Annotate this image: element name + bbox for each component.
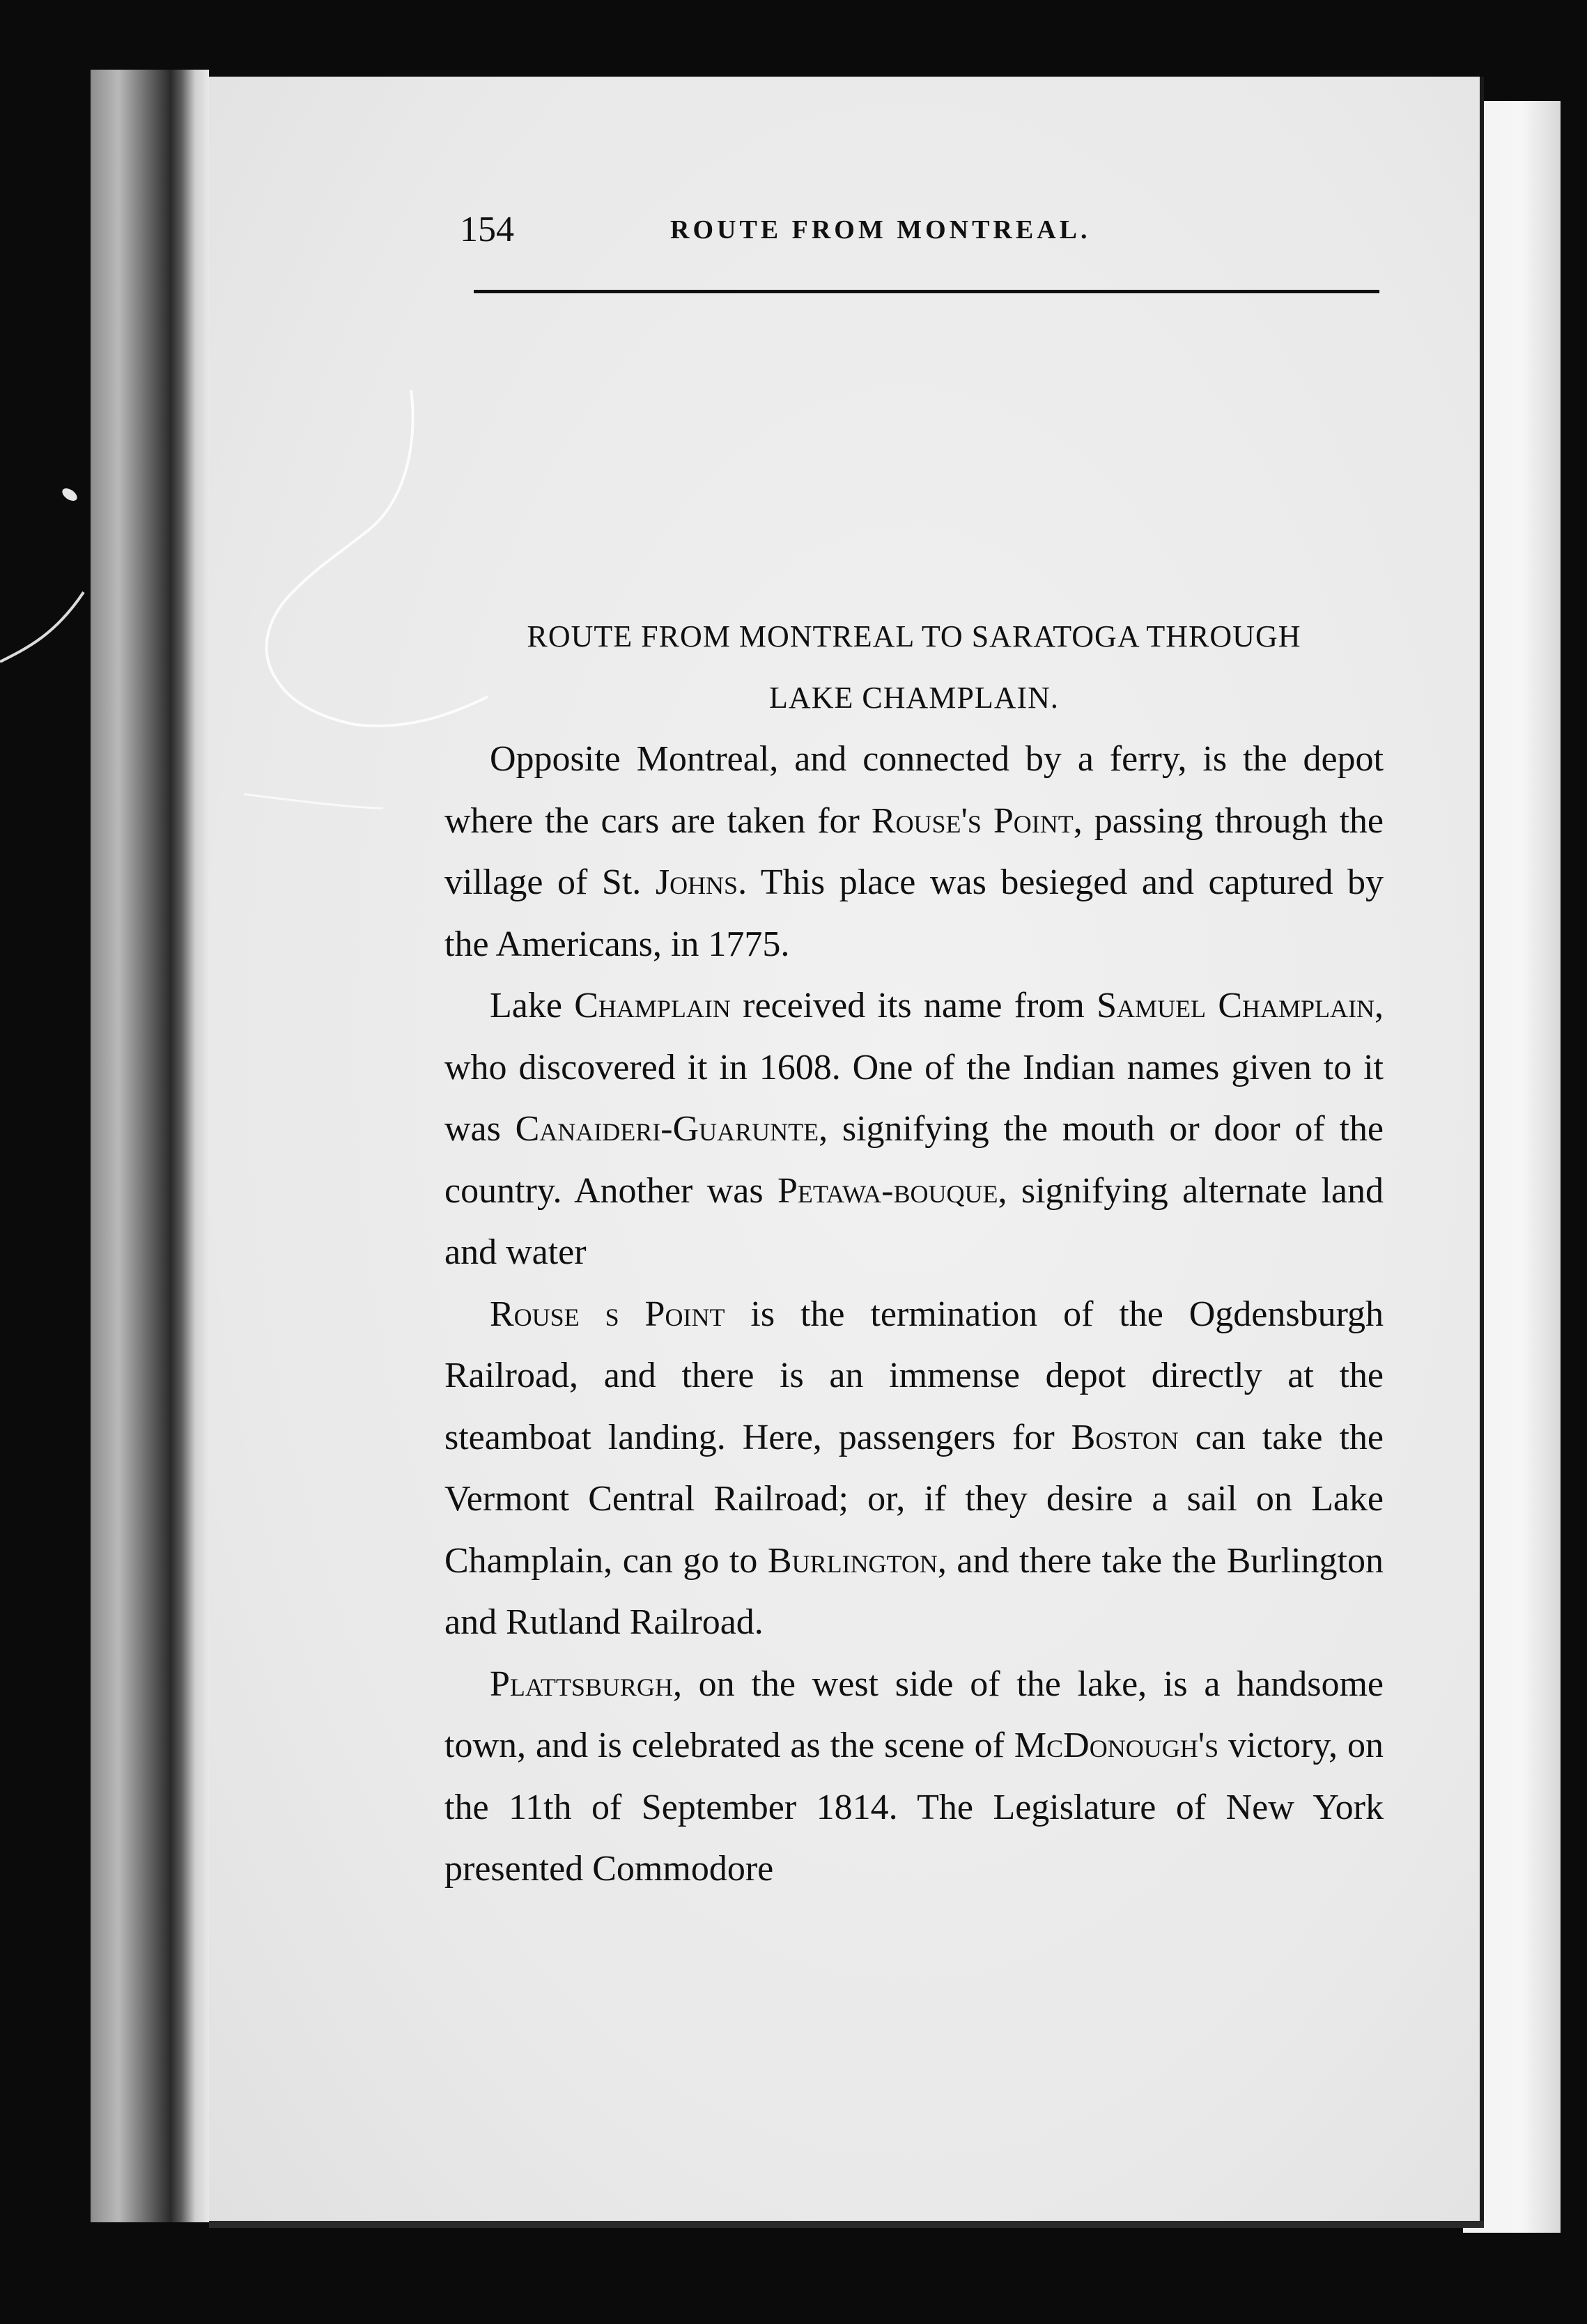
chapter-title — [444, 606, 1384, 729]
place-name-rouses-point: Rouse's Point — [871, 800, 1074, 841]
running-head — [460, 209, 1379, 265]
place-name-boston: Boston — [1071, 1417, 1179, 1457]
text-run: , who discovered it in 1608. One of the Indian names given to it was — [444, 986, 1384, 1149]
text-run: Opposite Montreal, and connected by a ferry, is the depot where the cars are taken for — [444, 739, 1384, 841]
text-run: , signifying the mouth or door of the country. Another was — [444, 1109, 1384, 1211]
text-run: . This place was besieged and captured by the Americans, in 1775. — [444, 862, 1384, 964]
paragraph-4 — [444, 1654, 1384, 1900]
paragraph-3 — [444, 1284, 1384, 1654]
person-name-mcdonough: McDonough's — [1014, 1726, 1219, 1765]
place-name-burlington: Burlington — [767, 1540, 938, 1581]
paragraph-1 — [444, 729, 1384, 975]
indian-name-canaideri-guarunte: Canaideri-Guarunte — [515, 1109, 819, 1149]
paragraph-2 — [444, 975, 1384, 1284]
text-run: can take the Vermont Central Railroad; or, if they desire a sail on Lake Champlain, can go to — [444, 1417, 1384, 1581]
page-number: 154 — [460, 210, 514, 249]
place-name-plattsburgh: Plattsburgh — [490, 1664, 673, 1704]
person-name-samuel-champlain: Samuel Champlain — [1097, 986, 1375, 1025]
place-name-johns: Johns — [655, 862, 738, 902]
text-run: is the termination of the Ogdensburgh Railroad, and there is an immense depot directly at the steamboat landing. Here, passengers for — [444, 1294, 1384, 1457]
text-run: , passing through the village of St. — [444, 800, 1384, 902]
text-run: received its name from — [730, 986, 1097, 1025]
header-rule — [474, 290, 1379, 293]
edge-speck-mark — [56, 481, 84, 509]
page-body — [444, 606, 1384, 1900]
text-run: , on the west side of the lake, is a handsome town, and is celebrated as the scene of — [444, 1664, 1384, 1765]
text-run: , signifying alternate land and water — [444, 1170, 1384, 1272]
indian-name-petawa-bouque: Petawa-bouque — [777, 1170, 998, 1211]
place-name-champlain: Champlain — [574, 986, 731, 1025]
running-title: ROUTE FROM MONTREAL. — [670, 215, 1091, 245]
text-run: , and there take the Burlington and Rutland Railroad. — [444, 1540, 1384, 1642]
place-name-rouses-point: Rouse s Point — [490, 1294, 725, 1334]
text-run: victory, on the 11th of September 1814. The Legislature of New York presented Commodore — [444, 1726, 1384, 1889]
page-bottom-edge — [209, 2221, 1484, 2228]
chapter-title-line-2: LAKE CHAMPLAIN. — [769, 681, 1059, 715]
edge-scratch-mark — [0, 571, 98, 676]
chapter-title-line-1: ROUTE FROM MONTREAL TO SARATOGA THROUGH — [527, 619, 1301, 653]
text-run: Lake — [490, 986, 575, 1025]
